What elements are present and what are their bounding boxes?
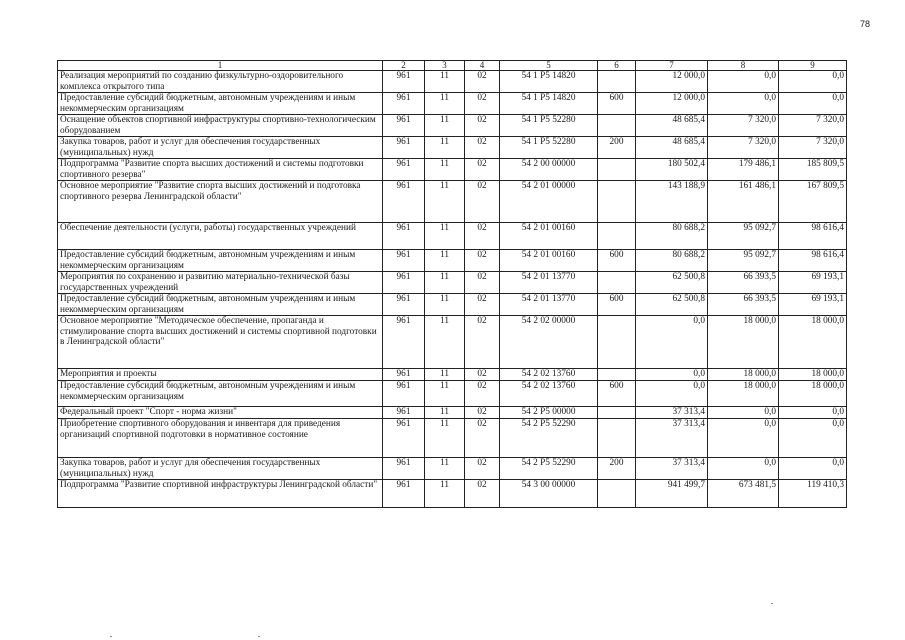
cell-amount-col7: 12 000,0 xyxy=(636,71,708,93)
cell-section: 11 xyxy=(425,93,465,115)
budget-table xyxy=(57,60,847,508)
cell-name: Обеспечение деятельности (услуги, работы) государственных учреждений xyxy=(58,223,383,250)
cell-expense-type xyxy=(598,419,636,458)
header-row xyxy=(58,61,847,71)
cell-name: Мероприятия и проекты xyxy=(58,369,383,381)
column-header: 8 xyxy=(708,61,779,71)
cell-subsection: 02 xyxy=(465,272,500,294)
cell-amount-col8: 0,0 xyxy=(708,93,779,115)
scan-speck xyxy=(771,603,773,604)
cell-amount-col7: 48 685,4 xyxy=(636,137,708,159)
cell-amount-col9: 119 410,3 xyxy=(779,480,847,508)
cell-amount-col8: 161 486,1 xyxy=(708,181,779,223)
cell-expense-type: 200 xyxy=(598,137,636,159)
table-row xyxy=(58,316,847,369)
cell-subsection: 02 xyxy=(465,93,500,115)
cell-admin-code: 961 xyxy=(383,115,425,137)
cell-amount-col8: 18 000,0 xyxy=(708,381,779,407)
cell-section: 11 xyxy=(425,250,465,272)
cell-target-article: 54 1 P5 52280 xyxy=(500,137,598,159)
cell-amount-col7: 37 313,4 xyxy=(636,458,708,480)
cell-section: 11 xyxy=(425,159,465,181)
cell-admin-code: 961 xyxy=(383,316,425,369)
cell-target-article: 54 2 00 00000 xyxy=(500,159,598,181)
cell-amount-col9: 0,0 xyxy=(779,71,847,93)
cell-admin-code: 961 xyxy=(383,159,425,181)
cell-expense-type: 600 xyxy=(598,294,636,316)
cell-name: Предоставление субсидий бюджетным, автономным учреждениям и иным некоммерческим организациям xyxy=(58,294,383,316)
cell-amount-col7: 37 313,4 xyxy=(636,407,708,419)
cell-name: Предоставление субсидий бюджетным, автономным учреждениям и иным некоммерческим организациям xyxy=(58,93,383,115)
scan-speck xyxy=(258,636,260,637)
cell-amount-col8: 0,0 xyxy=(708,71,779,93)
cell-section: 11 xyxy=(425,115,465,137)
cell-amount-col9: 0,0 xyxy=(779,407,847,419)
cell-subsection: 02 xyxy=(465,407,500,419)
cell-subsection: 02 xyxy=(465,294,500,316)
cell-subsection: 02 xyxy=(465,137,500,159)
cell-name: Мероприятия по сохранению и развитию материально-технической базы государственных учреждений xyxy=(58,272,383,294)
cell-amount-col8: 18 000,0 xyxy=(708,369,779,381)
cell-amount-col8: 95 092,7 xyxy=(708,250,779,272)
table-row xyxy=(58,71,847,93)
cell-admin-code: 961 xyxy=(383,137,425,159)
cell-expense-type xyxy=(598,407,636,419)
cell-amount-col9: 69 193,1 xyxy=(779,294,847,316)
cell-expense-type: 600 xyxy=(598,381,636,407)
cell-expense-type xyxy=(598,159,636,181)
cell-amount-col9: 0,0 xyxy=(779,419,847,458)
cell-amount-col9: 0,0 xyxy=(779,93,847,115)
cell-amount-col8: 179 486,1 xyxy=(708,159,779,181)
scan-speck xyxy=(110,636,112,637)
table-row xyxy=(58,458,847,480)
cell-amount-col9: 7 320,0 xyxy=(779,137,847,159)
cell-amount-col8: 7 320,0 xyxy=(708,137,779,159)
cell-amount-col7: 0,0 xyxy=(636,369,708,381)
column-header: 7 xyxy=(636,61,708,71)
cell-expense-type xyxy=(598,480,636,508)
cell-admin-code: 961 xyxy=(383,480,425,508)
column-header: 1 xyxy=(58,61,383,71)
cell-target-article: 54 2 01 00000 xyxy=(500,181,598,223)
column-header: 9 xyxy=(779,61,847,71)
cell-amount-col7: 62 500,8 xyxy=(636,294,708,316)
table-row xyxy=(58,93,847,115)
cell-target-article: 54 2 02 13760 xyxy=(500,381,598,407)
cell-amount-col8: 0,0 xyxy=(708,419,779,458)
cell-name: Подпрограмма "Развитие спортивной инфраструктуры Ленинградской области" xyxy=(58,480,383,508)
cell-admin-code: 961 xyxy=(383,419,425,458)
cell-admin-code: 961 xyxy=(383,93,425,115)
cell-section: 11 xyxy=(425,381,465,407)
table-row xyxy=(58,115,847,137)
cell-subsection: 02 xyxy=(465,419,500,458)
cell-name: Предоставление субсидий бюджетным, автономным учреждениям и иным некоммерческим организациям xyxy=(58,250,383,272)
cell-expense-type: 600 xyxy=(598,93,636,115)
cell-target-article: 54 2 P5 52290 xyxy=(500,458,598,480)
cell-target-article: 54 2 P5 00000 xyxy=(500,407,598,419)
cell-expense-type xyxy=(598,181,636,223)
cell-target-article: 54 2 02 00000 xyxy=(500,316,598,369)
cell-target-article: 54 2 01 00160 xyxy=(500,223,598,250)
cell-subsection: 02 xyxy=(465,223,500,250)
cell-admin-code: 961 xyxy=(383,458,425,480)
cell-amount-col8: 66 393,5 xyxy=(708,294,779,316)
cell-amount-col7: 143 188,9 xyxy=(636,181,708,223)
cell-target-article: 54 2 P5 52290 xyxy=(500,419,598,458)
cell-amount-col9: 18 000,0 xyxy=(779,381,847,407)
cell-target-article: 54 3 00 00000 xyxy=(500,480,598,508)
cell-section: 11 xyxy=(425,181,465,223)
cell-subsection: 02 xyxy=(465,316,500,369)
cell-amount-col8: 95 092,7 xyxy=(708,223,779,250)
cell-section: 11 xyxy=(425,369,465,381)
page-number: 78 xyxy=(860,19,871,29)
cell-target-article: 54 2 01 13770 xyxy=(500,294,598,316)
cell-target-article: 54 2 02 13760 xyxy=(500,369,598,381)
table-row xyxy=(58,137,847,159)
table-row xyxy=(58,407,847,419)
cell-amount-col9: 185 809,5 xyxy=(779,159,847,181)
cell-subsection: 02 xyxy=(465,115,500,137)
cell-amount-col8: 18 000,0 xyxy=(708,316,779,369)
table-row xyxy=(58,159,847,181)
column-header: 3 xyxy=(425,61,465,71)
cell-admin-code: 961 xyxy=(383,71,425,93)
cell-subsection: 02 xyxy=(465,181,500,223)
column-header: 4 xyxy=(465,61,500,71)
cell-section: 11 xyxy=(425,407,465,419)
cell-amount-col7: 48 685,4 xyxy=(636,115,708,137)
cell-amount-col8: 7 320,0 xyxy=(708,115,779,137)
cell-section: 11 xyxy=(425,294,465,316)
cell-section: 11 xyxy=(425,71,465,93)
cell-expense-type xyxy=(598,71,636,93)
cell-section: 11 xyxy=(425,419,465,458)
table-row xyxy=(58,381,847,407)
table-row xyxy=(58,294,847,316)
cell-admin-code: 961 xyxy=(383,250,425,272)
cell-name: Основное мероприятие "Развитие спорта высших достижений и подготовка спортивного резерва Ленинградской области" xyxy=(58,181,383,223)
cell-section: 11 xyxy=(425,137,465,159)
cell-amount-col9: 0,0 xyxy=(779,458,847,480)
cell-target-article: 54 2 01 13770 xyxy=(500,272,598,294)
cell-expense-type: 200 xyxy=(598,458,636,480)
cell-amount-col7: 0,0 xyxy=(636,316,708,369)
cell-admin-code: 961 xyxy=(383,407,425,419)
cell-expense-type xyxy=(598,115,636,137)
cell-subsection: 02 xyxy=(465,369,500,381)
cell-expense-type xyxy=(598,369,636,381)
table-row xyxy=(58,369,847,381)
column-header: 6 xyxy=(598,61,636,71)
cell-admin-code: 961 xyxy=(383,272,425,294)
table-row xyxy=(58,419,847,458)
cell-expense-type xyxy=(598,272,636,294)
cell-name: Приобретение спортивного оборудования и инвентаря для приведения организаций спортивной подготовки в нормативное состояние xyxy=(58,419,383,458)
cell-amount-col7: 80 688,2 xyxy=(636,223,708,250)
cell-amount-col8: 0,0 xyxy=(708,458,779,480)
cell-section: 11 xyxy=(425,480,465,508)
cell-target-article: 54 1 P5 52280 xyxy=(500,115,598,137)
cell-amount-col7: 62 500,8 xyxy=(636,272,708,294)
cell-amount-col7: 180 502,4 xyxy=(636,159,708,181)
cell-section: 11 xyxy=(425,316,465,369)
cell-amount-col9: 7 320,0 xyxy=(779,115,847,137)
cell-admin-code: 961 xyxy=(383,223,425,250)
cell-name: Закупка товаров, работ и услуг для обеспечения государственных (муниципальных) нужд xyxy=(58,137,383,159)
cell-subsection: 02 xyxy=(465,480,500,508)
cell-amount-col9: 18 000,0 xyxy=(779,369,847,381)
cell-amount-col7: 0,0 xyxy=(636,381,708,407)
cell-expense-type xyxy=(598,223,636,250)
cell-amount-col7: 37 313,4 xyxy=(636,419,708,458)
cell-name: Предоставление субсидий бюджетным, автономным учреждениям и иным некоммерческим организациям xyxy=(58,381,383,407)
cell-admin-code: 961 xyxy=(383,181,425,223)
cell-expense-type: 600 xyxy=(598,250,636,272)
table-row xyxy=(58,223,847,250)
cell-amount-col9: 69 193,1 xyxy=(779,272,847,294)
table-row xyxy=(58,480,847,508)
cell-amount-col9: 98 616,4 xyxy=(779,250,847,272)
cell-name: Оснащение объектов спортивной инфраструктуры спортивно-технологическим оборудованием xyxy=(58,115,383,137)
cell-name: Закупка товаров, работ и услуг для обеспечения государственных (муниципальных) нужд xyxy=(58,458,383,480)
cell-amount-col7: 941 499,7 xyxy=(636,480,708,508)
cell-subsection: 02 xyxy=(465,159,500,181)
cell-target-article: 54 2 01 00160 xyxy=(500,250,598,272)
cell-name: Федеральный проект "Спорт - норма жизни" xyxy=(58,407,383,419)
table-row xyxy=(58,250,847,272)
cell-admin-code: 961 xyxy=(383,369,425,381)
cell-amount-col8: 0,0 xyxy=(708,407,779,419)
cell-amount-col7: 12 000,0 xyxy=(636,93,708,115)
cell-amount-col9: 167 809,5 xyxy=(779,181,847,223)
cell-target-article: 54 1 P5 14820 xyxy=(500,71,598,93)
cell-subsection: 02 xyxy=(465,381,500,407)
cell-amount-col7: 80 688,2 xyxy=(636,250,708,272)
cell-name: Подпрограмма "Развитие спорта высших достижений и системы подготовки спортивного резерва" xyxy=(58,159,383,181)
table-row xyxy=(58,181,847,223)
cell-subsection: 02 xyxy=(465,71,500,93)
cell-section: 11 xyxy=(425,223,465,250)
cell-subsection: 02 xyxy=(465,250,500,272)
cell-expense-type xyxy=(598,316,636,369)
column-header: 2 xyxy=(383,61,425,71)
column-header: 5 xyxy=(500,61,598,71)
cell-amount-col8: 673 481,5 xyxy=(708,480,779,508)
cell-amount-col8: 66 393,5 xyxy=(708,272,779,294)
cell-section: 11 xyxy=(425,458,465,480)
cell-target-article: 54 1 P5 14820 xyxy=(500,93,598,115)
cell-amount-col9: 18 000,0 xyxy=(779,316,847,369)
cell-amount-col9: 98 616,4 xyxy=(779,223,847,250)
table-row xyxy=(58,272,847,294)
cell-admin-code: 961 xyxy=(383,381,425,407)
cell-admin-code: 961 xyxy=(383,294,425,316)
cell-section: 11 xyxy=(425,272,465,294)
cell-name: Реализация мероприятий по созданию физкультурно-оздоровительного комплекса открытого типа xyxy=(58,71,383,93)
cell-name: Основное мероприятие "Методическое обеспечение, пропаганда и стимулирование спорта высших достижений и системы спортивной подготовки в Ленинградской области" xyxy=(58,316,383,369)
cell-subsection: 02 xyxy=(465,458,500,480)
